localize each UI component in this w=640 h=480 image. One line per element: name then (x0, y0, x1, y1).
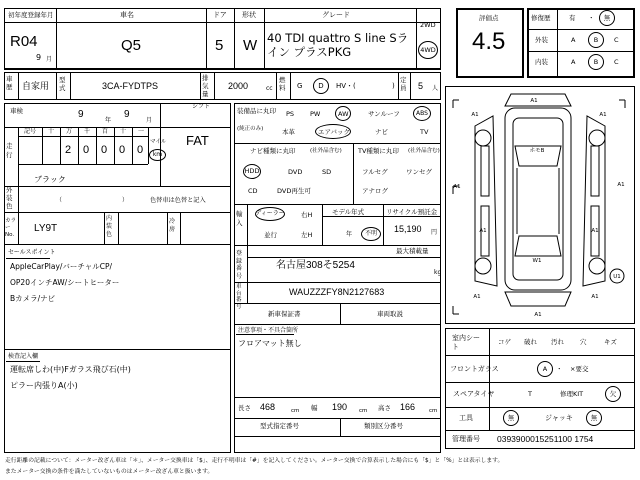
exterior-label: 外装 (535, 36, 548, 44)
navi-dvd: DVD (288, 168, 303, 176)
color-paren: （ ） (56, 197, 129, 204)
first-reg-month: 9 (36, 53, 42, 62)
mileage-digit: 0 (137, 144, 144, 156)
capacity-value: 5 (418, 81, 424, 91)
sales-point-line: OP20インチAW/シートヒーター (10, 278, 120, 287)
chassis-value: WAUZZZFY8N2127683 (289, 287, 385, 297)
sales-point-line: Bカメラ/ナビ (10, 294, 56, 303)
length-value: 468 (260, 402, 276, 412)
interior-b-circled: B (588, 54, 604, 70)
type-value: 3CA-FYDTPS (102, 81, 159, 91)
fuel-hv: HV・( (336, 82, 356, 90)
model-year-unit: 年 (346, 231, 353, 238)
shape-value: W (243, 37, 258, 54)
max-load-unit: kg (434, 269, 442, 276)
spare-label: スペアタイヤ (453, 390, 495, 398)
mark-a1-front: A1 (530, 98, 538, 104)
model-value: Q5 (121, 37, 142, 54)
spare-t: T (528, 390, 532, 398)
inspection-month: 9 (124, 109, 130, 120)
fuel-label: 燃料 (279, 76, 286, 92)
first-reg-month-unit: 月 (46, 56, 53, 63)
height-value: 166 (400, 402, 416, 412)
repair-yes: 有 (569, 14, 576, 22)
equip-item: エアバック (318, 128, 350, 136)
new-warranty: 新車保証書 (268, 310, 301, 318)
mileage-header: 万 (66, 128, 73, 135)
score-label: 評価点 (479, 14, 499, 22)
windshield-label: フロントガラス (450, 365, 499, 373)
tv-subtitle: (社外品含む) (408, 148, 440, 154)
navi-dvd-play: DVD再生可 (277, 187, 311, 195)
windshield-a-circled: A (537, 361, 553, 377)
fuel-d-circled: D (313, 78, 329, 94)
type-designation: 型式指定番号 (260, 422, 299, 430)
mileage-label: 走行 (6, 142, 13, 159)
model-year-unknown-circled: 不明 (361, 227, 381, 241)
equip-item: ナビ (375, 128, 388, 136)
tools-none-circled: 無 (503, 410, 519, 426)
displacement-value: 2000 (228, 81, 249, 91)
mileage-header: 一 (138, 128, 145, 135)
interior-sheet-item: キズ (604, 338, 617, 346)
mgmt-value: 0393900015251100 1754 (497, 434, 594, 444)
spare-kit: 修理KIT (560, 390, 584, 398)
model-year-label: モデル年式 (332, 208, 365, 216)
height-label: 高さ (378, 404, 391, 412)
grade-value: 40 TDI quattro S line Sライン プラスPKG (267, 31, 409, 59)
mark-w1: W1 (532, 258, 542, 264)
mileage-header: 千 (84, 128, 91, 135)
jack-label: ジャッキ (545, 414, 573, 422)
car-diagram (445, 86, 635, 324)
manual: 車両取説 (377, 310, 403, 318)
repair-no-circled: 無 (599, 10, 615, 26)
max-load-label: 最大積載量 (396, 247, 429, 255)
sales-point-line: AppleCarPlay/バーチャルCP/ (10, 262, 112, 271)
import-right: 右H (301, 211, 313, 219)
displacement-unit: cc (266, 85, 273, 92)
mileage-header: 十 (48, 128, 55, 135)
repair-dot: ・ (588, 14, 595, 22)
equip-item: サンルーフ (368, 110, 400, 118)
equip-item: PW (310, 110, 321, 118)
interior-color-label: 内装色 (106, 215, 113, 238)
color-no-value: LY9T (34, 223, 58, 234)
mileage-digit: 2 (65, 144, 72, 156)
tools-label: 工具 (459, 414, 473, 422)
equipment-subtitle: (純正のみ) (237, 126, 264, 132)
mark-a1-lr: A1 (479, 228, 487, 234)
reg-no-value: 名古屋308そ5254 (276, 260, 355, 271)
mark-a1-fr: A1 (599, 112, 607, 118)
inspection-year: 9 (78, 109, 84, 120)
inspection-year-unit: 年 (105, 117, 112, 124)
navi-hdd-circled: HDD (243, 164, 261, 179)
spare-none-circled: 欠 (605, 386, 621, 402)
import-dealer-circled: ディーラー (255, 207, 285, 221)
tv-analog: アナログ (362, 187, 388, 195)
interior-c: C (614, 58, 619, 66)
footer-line1: 走行距離の記載について：メーター改ざん車は「＊」、メーター交換車は「$」、走行不明車は「#」を記入してください。メーター交換で合算表示した場合にも「$」と「%」とは表示します。 (5, 458, 504, 464)
mileage-mile-label: マイル (150, 139, 167, 145)
mileage-header: 百 (102, 128, 109, 135)
capacity-unit: 人 (432, 85, 439, 92)
fuel-close: ) (392, 82, 395, 90)
fuel-g: G (297, 82, 303, 90)
color-label: 外装色 (6, 186, 13, 210)
color-value: ブラック (34, 175, 66, 184)
navi-cd: CD (248, 187, 258, 195)
interior-sheet-label: 室内シート (452, 334, 480, 351)
ac-label: 冷房 (169, 218, 176, 233)
score-value: 4.5 (472, 28, 506, 55)
mark-a1-rear: A1 (534, 312, 542, 318)
mileage-digit: 0 (101, 144, 108, 156)
category: 類別区分番号 (364, 422, 403, 430)
inspection-label: 車検 (10, 107, 23, 115)
windshield-x: ×要交 (570, 365, 589, 373)
capacity-label: 定員 (400, 76, 407, 92)
exterior-b-circled: B (588, 32, 604, 48)
mark-u1: U1 (613, 274, 621, 280)
vehicle-history-label: 車歴 (6, 75, 13, 91)
length-label: 長さ (238, 404, 251, 412)
mark-a1-br: A1 (591, 294, 599, 300)
tv-fullseg: フルセグ (362, 168, 388, 176)
inspector-line: ピラー内張りA(小) (10, 381, 78, 390)
notes-label: 注意事項・不具合箇所 (238, 327, 299, 334)
interior-a: A (571, 58, 576, 66)
shape-label: 形状 (242, 11, 256, 19)
equip-airbag-circled (315, 124, 351, 139)
equipment-title: 装備品に丸印 (237, 107, 276, 115)
mileage-digit: 0 (119, 144, 126, 156)
mark-homo-b: ホモB (529, 148, 545, 154)
notes-value: フロアマット無し (238, 339, 302, 348)
chassis-label: 車台番号 (236, 284, 242, 310)
footer-line2: またメーター交換の条件を満たしていないものはメーター改ざん車と扱います。 (5, 469, 214, 475)
jack-none-circled: 無 (586, 410, 602, 426)
exterior-c: C (614, 36, 619, 44)
inspector-line: 運転席しわ(中)Fガラス飛び石(中) (10, 365, 131, 374)
shift-value: FAT (186, 133, 209, 148)
model-label: 車名 (120, 11, 134, 19)
height-unit: cm (429, 408, 438, 414)
drive-4wd-circled: 4WD (418, 41, 438, 59)
sales-points-label: セールスポイント (8, 249, 56, 256)
windshield-dot: ・ (556, 365, 563, 373)
first-reg-year: R04 (10, 33, 38, 50)
mark-a1-right: A1 (617, 182, 625, 188)
vehicle-history-value: 自家用 (22, 81, 50, 91)
equip-aw-circled (335, 106, 351, 121)
color-no-label: カラーNo. (5, 218, 17, 238)
mileage-header: 十 (120, 128, 127, 135)
inspector-label: 検査記入欄 (8, 353, 39, 360)
displacement-label: 排気量 (202, 74, 209, 98)
navi-title: ナビ種類に丸印 (250, 147, 296, 155)
mileage-digit: 0 (83, 144, 90, 156)
mileage-km-circled: km (149, 149, 166, 161)
equip-abs-circled: ABS (413, 106, 431, 121)
width-unit: cm (359, 408, 368, 414)
type-label: 型式 (59, 76, 66, 92)
tv-title: TV種類に丸印 (358, 147, 399, 155)
mark-a1-rr: A1 (591, 228, 599, 234)
navi-subtitle: (社外品含む) (310, 148, 342, 154)
exterior-a: A (571, 36, 576, 44)
tv-oneseg: ワンセグ (406, 168, 432, 176)
navi-sd: SD (322, 168, 332, 176)
inspection-month-unit: 月 (146, 117, 153, 124)
mgmt-label: 管理番号 (452, 435, 480, 443)
equip-item: TV (420, 128, 429, 136)
mark-a1-left: A1 (453, 184, 461, 190)
equip-item: AW (338, 110, 349, 118)
repair-label: 修復歴 (531, 14, 551, 22)
mileage-header: 記号 (24, 128, 37, 135)
import-left: 左H (301, 231, 313, 239)
import-label: 輸入 (236, 210, 243, 227)
doors-value: 5 (215, 37, 224, 54)
equip-item: PS (286, 110, 295, 118)
reg-no-label: 登録番号 (236, 250, 243, 280)
width-label: 幅 (311, 404, 318, 412)
grade-label: グレード (322, 11, 350, 19)
interior-sheet-item: 汚れ (551, 338, 564, 346)
recycle-label: リサイクル預託金 (386, 208, 438, 216)
doors-label: ドア (213, 11, 227, 19)
first-reg-label: 初年度登録年月 (8, 11, 54, 19)
import-parallel: 並行 (264, 231, 277, 239)
interior-sheet-item: 穴 (580, 338, 587, 346)
shift-label: シフト (192, 103, 211, 110)
interior-sheet-item: コゲ (498, 338, 511, 346)
length-unit: cm (291, 408, 300, 414)
interior-sheet-item: 破れ (524, 338, 537, 346)
width-value: 190 (332, 402, 348, 412)
color-note: 色替車は色替と記入 (150, 197, 206, 204)
mark-a1-fl: A1 (471, 112, 479, 118)
mark-a1-bl: A1 (473, 294, 481, 300)
equip-item: 本革 (282, 128, 295, 136)
recycle-value: 15,190 (394, 224, 422, 234)
drive-2wd: 2WD (420, 21, 436, 29)
recycle-unit: 円 (431, 229, 438, 236)
interior-label: 内装 (535, 58, 548, 66)
